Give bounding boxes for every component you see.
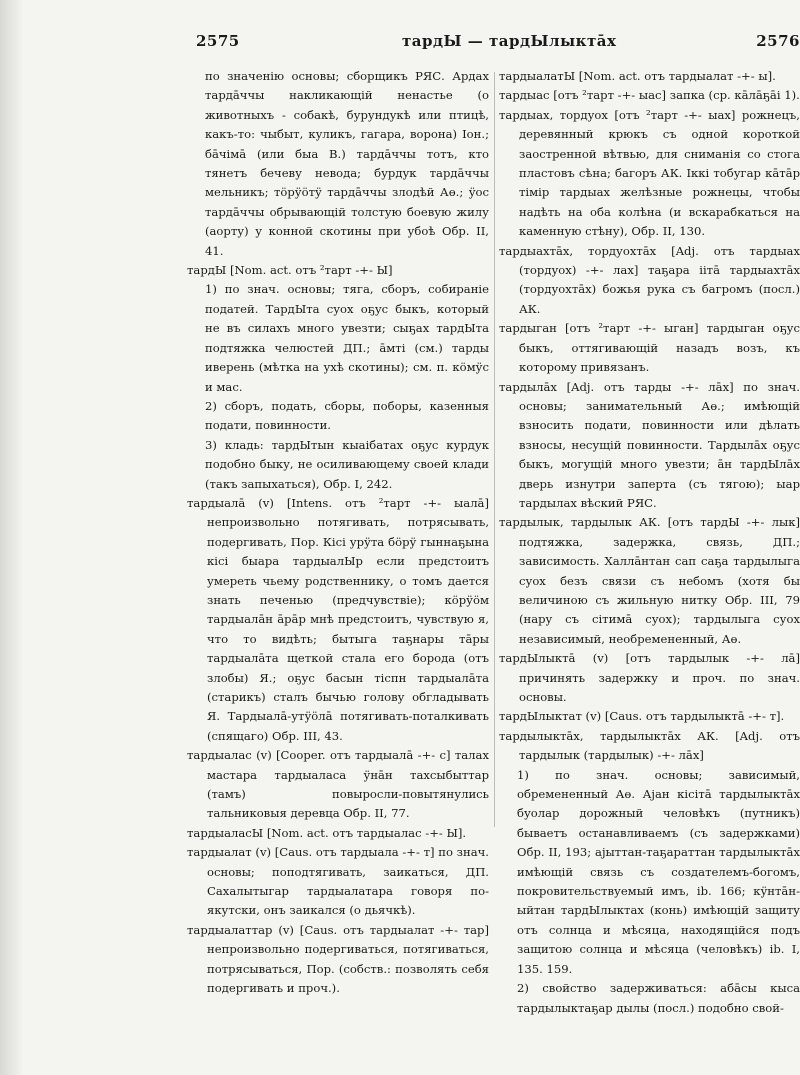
dictionary-entry: тардыахтāх, тордуохтāх [Adj. отъ тардыах (тордуох) -+- лах] таҕара іітā тардыахтāх (тордуохтāх) божья рука съ багромъ (посл.) АК. (499, 243, 800, 316)
dictionary-sense: 1) по знач. основы; зависимый, обремененный Аө. Аjан кісітā тардылыктāх буолар дорожный человѣкъ (путникъ) бываетъ останавливаемъ (съ задержками) Обр. II, 193; аjыттан-таҕараттан тардылыктāх имѣющій связь съ создателемъ-богомъ, покровительствуемый имъ, ib. 166; кӱнтāн-ыйтан тардЫлыктах (конь) имѣющій защиту отъ солнца и мѣсяца, находящійся подъ защитою солнца и мѣсяца (человѣкъ) ib. I, 135. 159. (517, 767, 800, 976)
dictionary-entry: по значенію основы; сборщикъ РЯС. Ардах тардāччы накликающій ненастье (о животныхъ - собакѣ, бурундукѣ или птицѣ, какъ-то: чыбыт, куликъ, гагара, ворона) Іон.; бāчімā (или быа В.) тардāччы тотъ, кто тянетъ бечеву невода; бурдук тардāччы мельникъ; тöрӱöтӱ тардāччы злодѣй Аө.; ӱос тардāччы обрывающій толстую боевую жилу (аорту) у конной скотины при убоѣ Обр. II, 41. (205, 69, 489, 258)
dictionary-sense: 2) свойство задерживаться: абāсы кыса тардылыктаҕар дылы (посл.) подобно свой- (517, 981, 800, 1015)
dictionary-entry: тардыах, тордуох [отъ ²тарт -+- ыах] рожнецъ, деревянный крюкъ съ одной короткой заостренной вѣтвью, для сниманія со стога пластовъ сѣна; багоръ АК. Іккі тобугар кāтāр тімір тардыах желѣзные рожнецы, чтобы надѣть на оба колѣна (и вскарабкаться на каменную стѣну), Обр. II, 130. (499, 107, 800, 239)
dictionary-entry: тардыалаттар (v) [Caus. отъ тардыалат -+- тар] непроизвольно подергиваться, потягиваться, потрясываться, Пор. (собств.: позволять себя подергивать и проч.). (187, 922, 489, 996)
dictionary-headword: тардылыктāх, тардылыктāх АК. [Adj. отъ тардылык (тардылык) -+- лāх] (499, 728, 800, 763)
dictionary-entry: тардыас [отъ ²тарт -+- ыас] запка (ср. кāлāҕāi 1). (499, 88, 800, 103)
dictionary-entry: тардыган [отъ ²тарт -+- ыган] тардыган оҕус быкъ, оттягивающій назадъ возъ, къ которому привязанъ. (499, 321, 800, 375)
dictionary-entry: тардыалат (v) [Caus. отъ тардыала -+- т] по знач. основы; поподтягивать, заикаться, ДП. Сахалытыгар тардыалатара говоря по-якутски, онъ заикался (о дьячкѣ). (187, 845, 489, 918)
right-column (499, 67, 800, 1018)
dictionary-entry: тардыалатЫ [Nom. act. отъ тардыалат -+- ы]. (499, 69, 776, 83)
dictionary-entry: тардылык, тардылык АК. [отъ тардЫ -+- лык] подтяжка, задержка, связь, ДП.; зависимость. Халлāнтан сап саҕа тардылыга суох безъ связи съ небомъ (хотя бы величиною съ жильную нитку Обр. III, 79 (нарy съ сітимā суох); тардылыга суох независимый, необремененный, Аө. (499, 515, 800, 646)
left-column (187, 67, 489, 999)
dictionary-entry: тардыаласЫ [Nom. act. отъ тардыалас -+- Ы]. (187, 825, 467, 840)
dictionary-entry: тардЫлыктā (v) [отъ тардылык -+- лā] причинять задержку и проч. по знач. основы. (499, 651, 800, 704)
page-binding-shadow (0, 0, 24, 1075)
dictionary-entry: тардыалā (v) [Intens. отъ ²тарт -+- ыалā] непроизвольно потягивать, потрясывать, подергивать, Пор. Кісі урӱта бöрӱ гыннаҕына кісі быара тардыалЫр если предстоитъ умереть чьему родственнику, о томъ дается знать печенью (предчувствіе); кöрӱöм тардыалāн āрāр мнѣ предстоитъ, чувствую я, что то видѣть; бытыга таҕнары тāры тардыалāта щеткой стала его борода (отъ злобы) Я.; оҕус басын тіспн тардыалāта (старикъ) сталъ бычью голову обгладывать Я. Тардыалā-утӱöлā потягивать-поталкивать (спящаго) Обр. III, 43. (187, 495, 489, 743)
dictionary-sense: 1) по знач. основы; тяга, сборъ, собираніе податей. ТардЫта суох оҕус быкъ, который не въ силахъ много увезти; сыҕах тардЫта подтяжка челюстей ДП.; āмті (см.) тарды иверень (мѣтка на ухѣ скотины); см. п. кöмӱс и мас. (205, 282, 489, 394)
dictionary-entry: тардЫлыктат (v) [Caus. отъ тардылыктā -+- т]. (499, 709, 785, 724)
column-divider (494, 72, 495, 827)
page-number-left: 2575 (196, 32, 240, 50)
page-header (0, 32, 800, 56)
page-number-right: 2576 (756, 32, 800, 50)
dictionary-headword: тардЫ [Nom. act. отъ ²тарт -+- Ы] (187, 263, 393, 278)
dictionary-sense: 3) кладь: тардЫтын кыаiбатах оҕус курдук подобно быку, не осиливающему своей клади (такъ запыхаться), Обр. I, 242. (205, 437, 489, 491)
running-head: тардЫ — тардЫлыктāх (402, 32, 617, 50)
dictionary-entry: тардыалас (v) [Cooper. отъ тардыалā -+- с] талах мастара тардыаласа ӱнāн тахсыбыттар (тамъ) повыросли-повытянулись тальниковыя деревца Обр. II, 77. (187, 748, 489, 821)
dictionary-sense: 2) сборъ, подать, сборы, поборы, казенныя подати, повинности. (205, 398, 489, 433)
dictionary-entry: тардылāх [Adj. отъ тарды -+- лāх] по знач. основы; занимательный Аө.; имѣющій взносить подати, повинности или дѣлать взносы, несущій повинности. Тардылāх оҕус быкъ, могущій много увезти; āн тардЫлāх дверь изнутри заперта (съ тягою); ыар тардылах вѣский РЯС. (499, 379, 800, 510)
